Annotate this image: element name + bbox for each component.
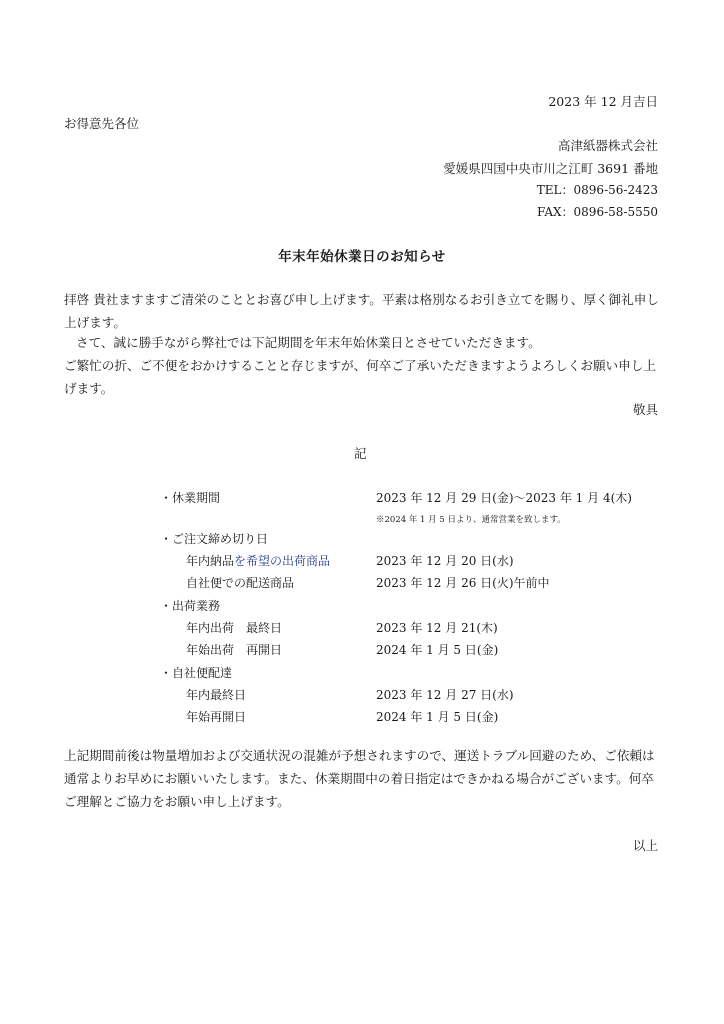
company-name: 高津紙器株式会社 [557, 138, 658, 153]
ship-item-2-label: 年始出荷 再開日 [186, 643, 283, 657]
recipient: お得意先各位 [64, 116, 140, 131]
closing-keigu: 敬具 [632, 402, 658, 417]
order-item-1-highlight: を希望の出荷商品 [234, 554, 331, 568]
closing-ijou: 以上 [632, 838, 658, 853]
order-item-1-label: 年内納品を希望の出荷商品 [186, 554, 331, 568]
ship-item-1-label: 年内出荷 最終日 [186, 621, 283, 635]
delivery-label: ・自社便配達 [160, 666, 233, 680]
intro-paragraph-1: 拝啓 貴社ますますご清栄のこととお喜び申し上げます。平素は格別なるお引き立てを賜り、厚く御礼申し上げます。 [64, 292, 659, 330]
company-address: 愛媛県四国中央市川之江町 3691 番地 [443, 161, 658, 176]
delivery-item-2-value: 2024 年 1 月 5 日(金) [376, 710, 499, 724]
order-item-1-value: 2023 年 12 月 20 日(水) [376, 554, 514, 568]
ship-item-2-value: 2024 年 1 月 5 日(金) [376, 643, 499, 657]
company-tel: TEL：0896-56-2423 [536, 183, 658, 197]
holiday-label: ・休業期間 [160, 491, 221, 505]
order-label: ・ご注文締め切り日 [160, 532, 269, 546]
company-fax: FAX：0896-58-5550 [537, 205, 658, 219]
order-item-2-label: 自社便での配送商品 [186, 576, 295, 590]
footer-paragraph: 上記期間前後は物量増加および交通状況の混雑が予想されますので、運送トラブル回避のため、ご依頼は通常よりお早めにお願いいたします。また、休業期間中の着日指定はできかねる場合がございます。何卒ご理解とご協力をお願い申し上げます。 [64, 748, 655, 809]
delivery-item-2-label: 年始再開日 [186, 710, 247, 724]
ship-label: ・出荷業務 [160, 599, 221, 613]
ki-heading: 記 [354, 446, 367, 461]
intro-paragraph-3: ご繁忙の折、ご不便をおかけすることと存じますが、何卒ご了承いただきますようよろしくお願い申し上げます。 [64, 358, 656, 396]
delivery-item-1-value: 2023 年 12 月 27 日(水) [376, 688, 514, 702]
notice-title: 年末年始休業日のお知らせ [278, 249, 446, 265]
holiday-value: 2023 年 12 月 29 日(金)～2023 年 1 月 4(木) [376, 491, 632, 505]
ship-item-1-value: 2023 年 12 月 21(木) [376, 621, 498, 635]
delivery-item-1-label: 年内最終日 [186, 688, 247, 702]
issue-date: 2023 年 12 月吉日 [548, 94, 658, 109]
order-item-2-value: 2023 年 12 月 26 日(火)午前中 [376, 576, 550, 590]
intro-paragraph-2: さて、誠に勝手ながら弊社では下記期間を年末年始休業日とさせていただきます。 [76, 335, 541, 350]
holiday-note: ※2024 年 1 月 5 日より、通常営業を致します。 [376, 515, 566, 525]
